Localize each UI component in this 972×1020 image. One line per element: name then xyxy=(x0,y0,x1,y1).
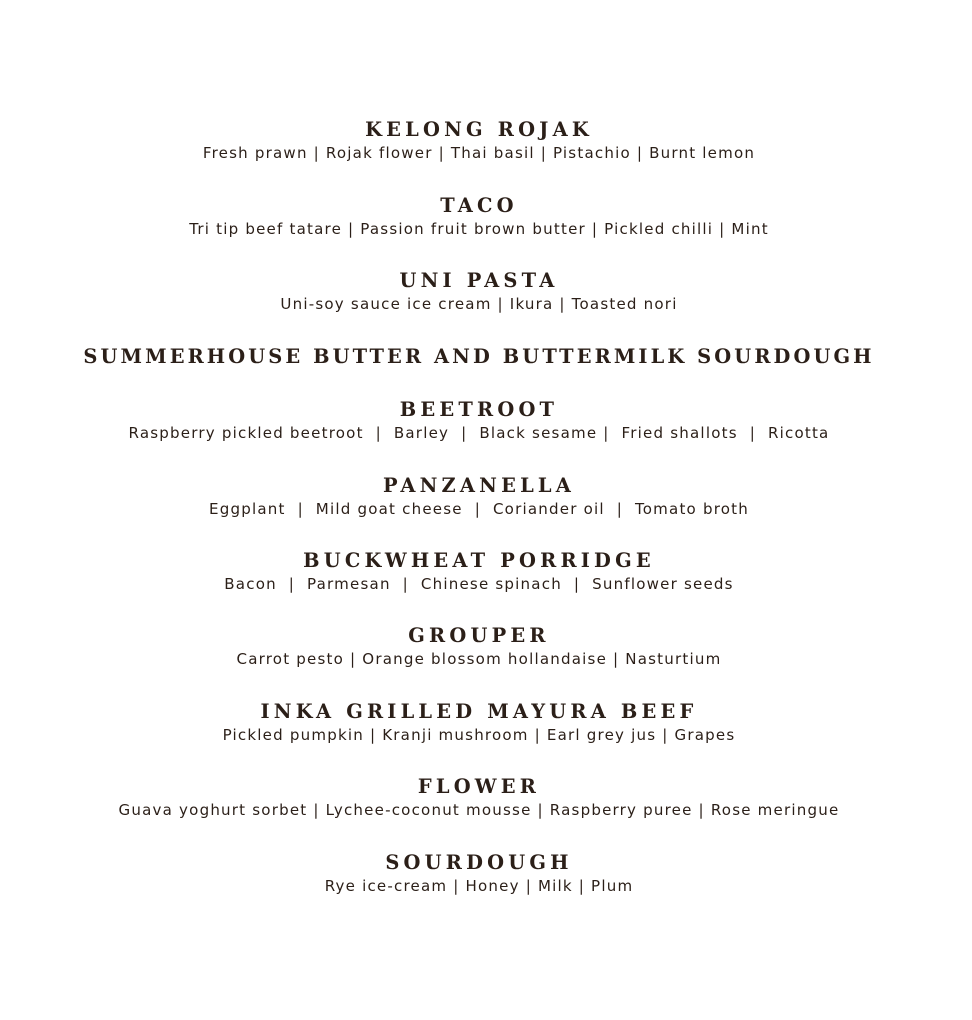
course-description: Bacon | Parmesan | Chinese spinach | Sunflower seeds xyxy=(224,575,734,593)
course-description: Tri tip beef tatare | Passion fruit brown butter | Pickled chilli | Mint xyxy=(189,220,769,238)
course-description: Pickled pumpkin | Kranji mushroom | Earl grey jus | Grapes xyxy=(222,726,736,744)
course-title: PANZANELLA xyxy=(382,474,576,497)
course-beetroot xyxy=(0,398,958,443)
course-description: Raspberry pickled beetroot | Barley | Black sesame | Fried shallots | Ricotta xyxy=(128,424,830,442)
course-title: FLOWER xyxy=(417,775,541,798)
course-buckwheat-porridge xyxy=(0,549,958,594)
course-title: TACO xyxy=(440,194,518,217)
course-description: Guava yoghurt sorbet | Lychee-coconut mousse | Raspberry puree | Rose meringue xyxy=(118,801,840,819)
course-title: GROUPER xyxy=(408,624,550,647)
course-panzanella xyxy=(0,474,958,519)
course-taco xyxy=(0,194,958,239)
course-kelong-rojak xyxy=(0,118,958,163)
course-description: Uni-soy sauce ice cream | Ikura | Toasted nori xyxy=(280,295,678,313)
course-grouper xyxy=(0,624,958,669)
course-title: SOURDOUGH xyxy=(385,851,573,874)
course-description: Fresh prawn | Rojak flower | Thai basil | Pistachio | Burnt lemon xyxy=(202,144,756,162)
course-sourdough xyxy=(0,851,958,896)
course-title: UNI PASTA xyxy=(399,269,559,292)
course-flower xyxy=(0,775,958,820)
course-title: INKA GRILLED MAYURA BEEF xyxy=(260,700,698,723)
course-uni-pasta xyxy=(0,269,958,314)
course-title: BUCKWHEAT PORRIDGE xyxy=(303,549,655,572)
course-inka-grilled-mayura-beef xyxy=(0,700,958,745)
course-description: Rye ice-cream | Honey | Milk | Plum xyxy=(324,877,634,895)
course-summerhouse-sourdough xyxy=(0,345,958,369)
course-title: SUMMERHOUSE BUTTER AND BUTTERMILK SOURDOUGH xyxy=(83,345,875,368)
course-description: Carrot pesto | Orange blossom hollandaise | Nasturtium xyxy=(236,650,722,668)
course-title: KELONG ROJAK xyxy=(365,118,593,141)
course-description: Eggplant | Mild goat cheese | Coriander oil | Tomato broth xyxy=(209,500,749,518)
course-title: BEETROOT xyxy=(399,398,559,421)
